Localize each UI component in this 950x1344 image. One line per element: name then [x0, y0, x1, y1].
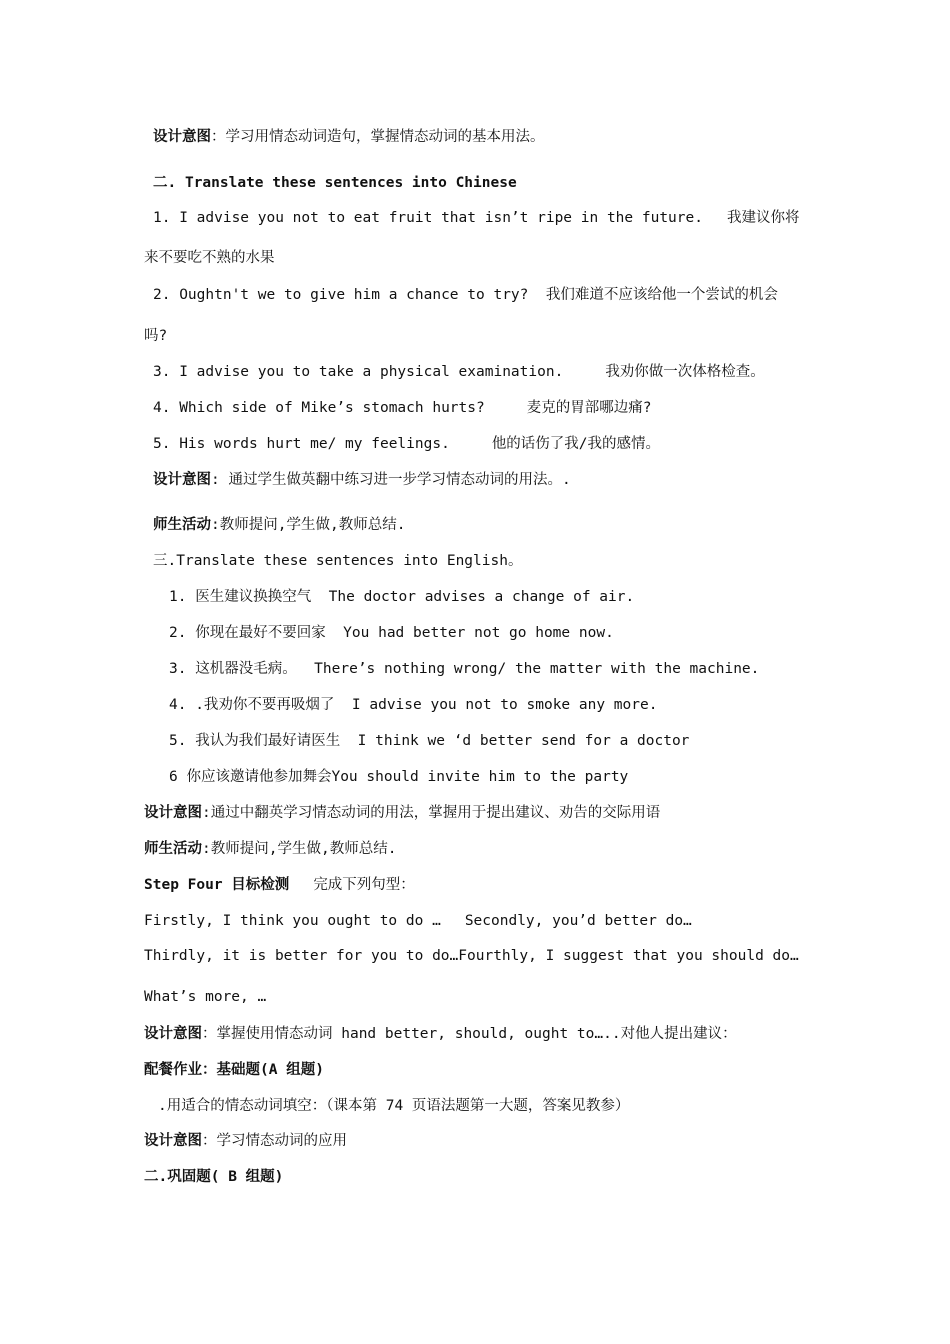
item-english: There’s nothing wrong/ the matter with the machine.	[314, 661, 760, 677]
homework-item: .用适合的情态动词填空：（课本第 74 页语法题第一大题，答案见教参）	[158, 1098, 630, 1114]
item-number: 4.	[169, 697, 187, 713]
item-number: 1.	[169, 589, 187, 605]
translate-item-1-cont: 来不要吃不熟的水果	[144, 250, 275, 266]
activity-text: :教师提问,学生做,教师总结.	[202, 841, 397, 857]
item-chinese: 你应该邀请他参加舞会	[186, 769, 332, 785]
pattern-first: Firstly, I think you ought to do …	[144, 913, 441, 929]
item-chinese: 我们难道不应该给他一个尝试的机会	[545, 287, 778, 303]
pattern-line-3: What’s more, …	[144, 989, 267, 1005]
intent-label: 设计意图	[153, 472, 211, 488]
item-chinese: 我认为我们最好请医生	[195, 733, 341, 749]
activity-label: 师生活动	[153, 517, 211, 533]
intent-line-4	[144, 1024, 737, 1044]
intent-line-2	[153, 470, 571, 490]
english-item-2	[169, 623, 614, 643]
item-english: The doctor advises a change of air.	[328, 589, 635, 605]
intent-text: ：学习情态动词的应用	[202, 1133, 347, 1149]
item-number: 6	[169, 769, 178, 785]
intent-text: ：学习用情态动词造句，掌握情态动词的基本用法。	[211, 129, 545, 145]
activity-line-2	[144, 839, 396, 859]
item-chinese: 你现在最好不要回家	[195, 625, 326, 641]
item-english: 3. I advise you to take a physical examination.	[153, 364, 564, 380]
intent-line-1	[153, 127, 545, 147]
translate-item-1	[153, 208, 799, 228]
english-item-4	[169, 695, 657, 715]
item-english: 1. I advise you not to eat fruit that isn’t ripe in the future.	[153, 210, 703, 226]
english-item-1	[169, 587, 634, 607]
translate-item-2	[153, 285, 778, 305]
consolidation-heading: 二.巩固题( B 组题)	[144, 1169, 284, 1185]
translate-item-2-cont: 吗?	[144, 328, 168, 344]
item-chinese: 这机器没毛病。	[195, 661, 297, 677]
section-three-heading: 三.Translate these sentences into English。	[153, 553, 523, 569]
step-four-heading: Step Four 目标检测	[144, 877, 290, 893]
pattern-line-1	[144, 911, 692, 931]
item-english: I advise you not to smoke any more.	[351, 697, 658, 713]
item-chinese: 麦克的胃部哪边痛?	[526, 400, 652, 416]
item-chinese: 医生建议换换空气	[195, 589, 312, 605]
item-number: 2.	[169, 625, 187, 641]
item-chinese: 我建议你将	[726, 210, 800, 226]
item-english: 2. Oughtn't we to give him a chance to try?	[153, 287, 529, 303]
activity-text: :教师提问,学生做,教师总结.	[211, 517, 406, 533]
item-english: You should invite him to the party	[331, 769, 629, 785]
item-english: 4. Which side of Mike’s stomach hurts?	[153, 400, 485, 416]
activity-line-1	[153, 515, 405, 535]
intent-text: : 通过学生做英翻中练习进一步学习情态动词的用法。.	[211, 472, 571, 488]
pattern-second: Secondly, you’d better do…	[464, 913, 692, 929]
english-item-5	[169, 731, 689, 751]
translate-item-5	[153, 434, 660, 454]
item-chinese: .我劝你不要再吸烟了	[195, 697, 335, 713]
intent-text: :通过中翻英学习情态动词的用法，掌握用于提出建议、劝告的交际用语	[202, 805, 661, 821]
intent-label: 设计意图	[153, 129, 211, 145]
item-number: 3.	[169, 661, 187, 677]
intent-line-3	[144, 803, 660, 823]
item-english: You had better not go home now.	[343, 625, 614, 641]
section-two-heading: 二. Translate these sentences into Chinese	[153, 175, 517, 191]
intent-label: 设计意图	[144, 1133, 202, 1149]
pattern-line-2: Thirdly, it is better for you to do…Fourthly, I suggest that you should do…	[144, 948, 799, 964]
item-chinese: 他的话伤了我/我的感情。	[491, 436, 661, 452]
intent-label: 设计意图	[144, 1026, 202, 1042]
homework-heading: 配餐作业：基础题(A 组题)	[144, 1062, 324, 1078]
item-english: I think we ‘d better send for a doctor	[357, 733, 690, 749]
item-number: 5.	[169, 733, 187, 749]
item-chinese: 我劝你做一次体格检查。	[605, 364, 765, 380]
item-english: 5. His words hurt me/ my feelings.	[153, 436, 450, 452]
intent-label: 设计意图	[144, 805, 202, 821]
intent-text: ：掌握使用情态动词 hand better, should, ought to…..对他人提出建议：	[202, 1026, 737, 1042]
english-item-3	[169, 659, 759, 679]
step-four-task: 完成下列句型：	[313, 877, 415, 893]
translate-item-4	[153, 398, 651, 418]
intent-line-5	[144, 1131, 347, 1151]
english-item-6	[169, 767, 628, 787]
step-four-line	[144, 875, 415, 895]
translate-item-3	[153, 362, 765, 382]
activity-label: 师生活动	[144, 841, 202, 857]
